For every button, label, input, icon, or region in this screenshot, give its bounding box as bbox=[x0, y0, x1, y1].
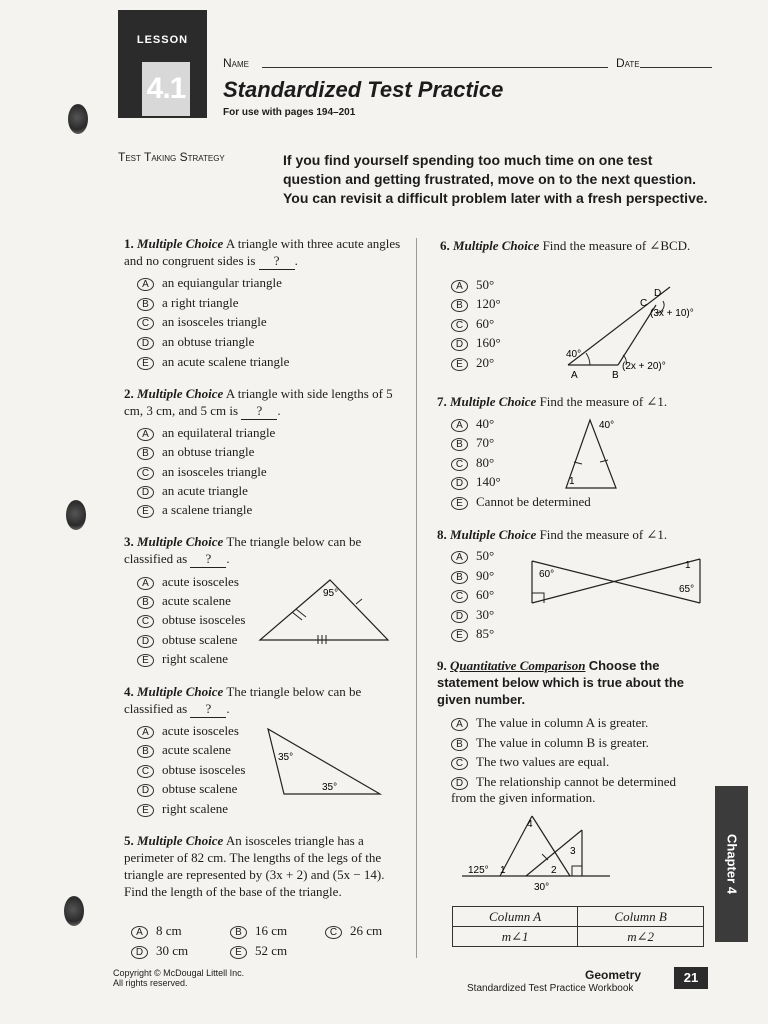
angle-label: 40° bbox=[599, 420, 615, 431]
option-text: 80° bbox=[476, 455, 495, 470]
option-c[interactable] bbox=[451, 754, 609, 770]
option-b[interactable] bbox=[137, 742, 231, 758]
question-number: 3. bbox=[124, 534, 134, 549]
bubble[interactable]: E bbox=[137, 654, 154, 667]
column-b-header: Column B bbox=[578, 907, 704, 927]
triangle-figure-q4 bbox=[266, 726, 384, 798]
lesson-badge bbox=[118, 10, 207, 118]
option-c[interactable] bbox=[451, 587, 494, 603]
question-number: 5. bbox=[124, 833, 134, 848]
question-number: 9. bbox=[437, 658, 447, 673]
option-text: right scalene bbox=[162, 801, 229, 816]
option-text: 140° bbox=[476, 474, 501, 489]
option-text: 60° bbox=[476, 316, 495, 331]
option-e[interactable] bbox=[137, 354, 289, 370]
option-text: 30° bbox=[476, 607, 495, 622]
question-3: 3. Multiple Choice The triangle below can be classified as ? . bbox=[124, 534, 362, 566]
bubble[interactable]: C bbox=[451, 458, 468, 471]
option-c[interactable] bbox=[137, 762, 245, 778]
question-stem: Find the measure of ∠BCD. bbox=[542, 238, 691, 253]
option-c[interactable] bbox=[137, 464, 267, 480]
option-b[interactable] bbox=[137, 444, 254, 460]
copyright bbox=[113, 968, 244, 988]
option-a[interactable] bbox=[451, 548, 494, 564]
bubble[interactable]: D bbox=[451, 610, 468, 623]
bubble[interactable]: B bbox=[137, 447, 154, 460]
question-type: Multiple Choice bbox=[137, 833, 224, 848]
bubble[interactable]: C bbox=[451, 319, 468, 332]
option-c[interactable] bbox=[325, 923, 382, 939]
date-line[interactable] bbox=[640, 67, 712, 68]
question-stem: A triangle with three acute angles and no congruent sides is bbox=[124, 236, 401, 268]
angle-label: 35° bbox=[322, 782, 338, 793]
figure-q9 bbox=[462, 810, 612, 894]
bubble[interactable]: C bbox=[325, 926, 342, 939]
question-type: Multiple Choice bbox=[450, 394, 537, 409]
bubble[interactable]: A bbox=[137, 278, 154, 291]
option-text: 60° bbox=[476, 587, 495, 602]
point-label: D bbox=[654, 288, 662, 299]
option-a[interactable] bbox=[137, 574, 239, 590]
option-text: 160° bbox=[476, 335, 501, 350]
bubble[interactable]: B bbox=[137, 745, 154, 758]
option-b[interactable] bbox=[451, 568, 494, 584]
bubble[interactable]: C bbox=[137, 317, 154, 330]
question-stem: An isosceles triangle has a perimeter of 82 cm. The lengths of the legs of the triangle are represented by (3x + 2) and (5x − 14). Find the length of the base of the triangle. bbox=[124, 833, 385, 899]
bubble[interactable]: C bbox=[137, 765, 154, 778]
bubble[interactable]: E bbox=[137, 357, 154, 370]
question-4: 4. Multiple Choice The triangle below can be classified as ? . bbox=[124, 684, 362, 716]
bubble[interactable]: A bbox=[451, 419, 468, 432]
triangle-figure-q7 bbox=[562, 416, 622, 492]
bubble[interactable]: A bbox=[451, 551, 468, 564]
bubble[interactable]: A bbox=[137, 428, 154, 441]
option-e[interactable] bbox=[137, 651, 228, 667]
figure-q8 bbox=[530, 555, 704, 607]
option-text: 40° bbox=[476, 416, 495, 431]
option-b[interactable] bbox=[451, 435, 494, 451]
option-a[interactable] bbox=[137, 723, 239, 739]
option-text: 90° bbox=[476, 568, 495, 583]
option-text: 52 cm bbox=[255, 943, 288, 958]
option-text: acute scalene bbox=[162, 742, 231, 757]
option-text: acute scalene bbox=[162, 593, 231, 608]
angle-label: 4 bbox=[527, 819, 533, 830]
question-type: Multiple Choice bbox=[137, 386, 224, 401]
strategy-label: Test Taking Strategy bbox=[118, 150, 225, 164]
angle-label: 30° bbox=[534, 882, 550, 893]
option-d[interactable] bbox=[137, 632, 237, 648]
question-stem: The triangle below can be classified as bbox=[124, 684, 362, 716]
point-label: B bbox=[612, 370, 619, 381]
option-d[interactable] bbox=[451, 335, 501, 351]
option-text: 85° bbox=[476, 626, 495, 641]
question-6 bbox=[440, 237, 710, 254]
answer-blank: ? bbox=[190, 700, 226, 718]
question-type: Quantitative Comparison bbox=[450, 658, 586, 673]
option-b[interactable] bbox=[137, 593, 231, 609]
question-7 bbox=[437, 393, 717, 410]
bubble[interactable]: A bbox=[451, 280, 468, 293]
option-text: 120° bbox=[476, 296, 501, 311]
point-label: C bbox=[640, 298, 648, 309]
chapter-tab-label: Chapter 4 bbox=[724, 834, 739, 894]
option-text: 16 cm bbox=[255, 923, 288, 938]
option-text: right scalene bbox=[162, 651, 229, 666]
bubble[interactable]: B bbox=[451, 738, 468, 751]
question-number: 1. bbox=[124, 236, 134, 251]
bubble[interactable]: B bbox=[451, 571, 468, 584]
angle-label: 3 bbox=[570, 846, 576, 857]
question-stem: Find the measure of ∠1. bbox=[539, 394, 668, 409]
expression-label: (3x + 10)° bbox=[650, 308, 694, 319]
bubble[interactable]: D bbox=[451, 477, 468, 490]
option-d[interactable] bbox=[137, 334, 254, 350]
bubble[interactable]: B bbox=[137, 596, 154, 609]
option-text: an acute scalene triangle bbox=[162, 354, 290, 369]
option-text: acute isosceles bbox=[162, 723, 239, 738]
option-e[interactable] bbox=[451, 626, 494, 642]
column-a-header: Column A bbox=[453, 907, 578, 927]
option-e[interactable] bbox=[451, 355, 494, 371]
bubble[interactable]: C bbox=[137, 615, 154, 628]
bubble[interactable]: E bbox=[451, 358, 468, 371]
angle-label: 125° bbox=[468, 865, 489, 876]
option-c[interactable] bbox=[451, 455, 494, 471]
question-1: 1. Multiple Choice A triangle with three acute angles and no congruent sides is ? . bbox=[124, 236, 401, 268]
bubble[interactable]: D bbox=[451, 338, 468, 351]
option-text: 50° bbox=[476, 277, 495, 292]
bubble[interactable]: A bbox=[451, 718, 468, 731]
option-e[interactable] bbox=[137, 801, 228, 817]
bubble[interactable]: E bbox=[137, 804, 154, 817]
question-number: 8. bbox=[437, 527, 447, 542]
option-b[interactable] bbox=[137, 295, 239, 311]
option-d[interactable] bbox=[451, 774, 691, 805]
option-text: a scalene triangle bbox=[162, 502, 253, 517]
option-e[interactable] bbox=[137, 502, 252, 518]
option-a[interactable] bbox=[137, 425, 275, 441]
angle-label: 1 bbox=[500, 865, 506, 876]
question-stem: Choose the statement below which is true about the given number. bbox=[437, 658, 685, 707]
option-text: a right triangle bbox=[162, 295, 239, 310]
option-text: an isosceles triangle bbox=[162, 464, 267, 479]
column-divider bbox=[416, 238, 417, 958]
bubble[interactable]: E bbox=[137, 505, 154, 518]
option-text: Cannot be determined bbox=[476, 494, 591, 509]
rights-line: All rights reserved. bbox=[113, 978, 188, 988]
book-title: Geometry bbox=[585, 968, 642, 982]
question-type: Multiple Choice bbox=[137, 684, 224, 699]
binder-hole bbox=[68, 104, 88, 134]
option-text: acute isosceles bbox=[162, 574, 239, 589]
option-text: obtuse isosceles bbox=[162, 612, 246, 627]
option-a[interactable] bbox=[451, 277, 494, 293]
lesson-number: 4.1 bbox=[146, 72, 186, 105]
bubble[interactable]: B bbox=[137, 298, 154, 311]
option-c[interactable] bbox=[451, 316, 494, 332]
workbook-title: Standardized Test Practice Workbook bbox=[467, 983, 634, 994]
option-text: 26 cm bbox=[350, 923, 383, 938]
option-c[interactable] bbox=[137, 314, 267, 330]
question-8 bbox=[437, 526, 717, 543]
bubble[interactable]: C bbox=[451, 590, 468, 603]
name-label: Name bbox=[223, 56, 250, 70]
question-number: 4. bbox=[124, 684, 134, 699]
bubble[interactable]: D bbox=[137, 337, 154, 350]
option-text: obtuse isosceles bbox=[162, 762, 246, 777]
question-number: 2. bbox=[124, 386, 134, 401]
binder-hole bbox=[66, 500, 86, 530]
answer-blank: ? bbox=[190, 550, 226, 568]
question-type: Multiple Choice bbox=[137, 236, 224, 251]
angle-label: 95° bbox=[323, 588, 339, 599]
option-text: The value in column B is greater. bbox=[476, 735, 649, 750]
option-text: an equiangular triangle bbox=[162, 275, 282, 290]
bubble[interactable]: A bbox=[137, 577, 154, 590]
option-text: The two values are equal. bbox=[476, 754, 610, 769]
page-number: 21 bbox=[674, 967, 708, 989]
question-stem: The triangle below can be classified as bbox=[124, 534, 362, 566]
option-text: an obtuse triangle bbox=[162, 444, 255, 459]
lesson-label: LESSON bbox=[136, 34, 189, 46]
question-number: 6. bbox=[440, 238, 450, 253]
option-text: 70° bbox=[476, 435, 495, 450]
option-text: obtuse scalene bbox=[162, 781, 238, 796]
angle-label: 60° bbox=[539, 569, 555, 580]
bubble[interactable]: A bbox=[131, 926, 148, 939]
bubble[interactable]: A bbox=[137, 726, 154, 739]
option-a[interactable] bbox=[131, 923, 182, 939]
figure-q6 bbox=[560, 283, 710, 381]
angle-label: 1 bbox=[569, 476, 575, 487]
option-text: an obtuse triangle bbox=[162, 334, 255, 349]
question-type: Multiple Choice bbox=[450, 527, 537, 542]
option-text: an acute triangle bbox=[162, 483, 248, 498]
option-b[interactable] bbox=[451, 296, 501, 312]
binder-hole bbox=[64, 896, 84, 926]
option-text: 20° bbox=[476, 355, 495, 370]
angle-label: 40° bbox=[566, 349, 582, 360]
copyright-line: Copyright © McDougal Littell Inc. bbox=[113, 968, 245, 978]
option-text: The relationship cannot be determined from the given information. bbox=[451, 774, 676, 805]
question-5 bbox=[124, 832, 394, 900]
question-type: Multiple Choice bbox=[137, 534, 224, 549]
option-c[interactable] bbox=[137, 612, 245, 628]
option-d[interactable] bbox=[137, 781, 237, 797]
option-d[interactable] bbox=[451, 474, 501, 490]
column-b-value: m∠2 bbox=[578, 927, 704, 947]
strategy-text: If you find yourself spending too much time on one test question and getting frustrated, move on to the next question. You can revisit a difficult problem later with a fresh perspective. bbox=[283, 152, 708, 206]
angle-label: 65° bbox=[679, 584, 695, 595]
column-a-value: m∠1 bbox=[453, 927, 578, 947]
point-label: A bbox=[571, 370, 578, 381]
bubble[interactable]: B bbox=[451, 299, 468, 312]
option-a[interactable] bbox=[451, 715, 648, 731]
bubble[interactable]: E bbox=[451, 497, 468, 510]
bubble[interactable]: D bbox=[137, 784, 154, 797]
question-stem: Find the measure of ∠1. bbox=[539, 527, 668, 542]
page-title: Standardized Test Practice bbox=[223, 77, 504, 102]
date-label: Date bbox=[616, 56, 640, 70]
bubble[interactable]: D bbox=[137, 635, 154, 648]
option-text: 8 cm bbox=[156, 923, 182, 938]
option-text: 50° bbox=[476, 548, 495, 563]
answer-blank: ? bbox=[259, 252, 295, 270]
question-2: 2. Multiple Choice A triangle with side lengths of 5 cm, 3 cm, and 5 cm is ? . bbox=[124, 386, 393, 418]
angle-label: 1 bbox=[685, 560, 691, 571]
option-e[interactable] bbox=[230, 943, 287, 959]
option-e[interactable] bbox=[451, 494, 591, 510]
option-d[interactable] bbox=[137, 483, 248, 499]
option-b[interactable] bbox=[451, 735, 649, 751]
bubble[interactable]: C bbox=[451, 757, 468, 770]
bubble[interactable]: D bbox=[137, 486, 154, 499]
bubble[interactable]: E bbox=[230, 946, 247, 959]
bubble[interactable]: D bbox=[131, 946, 148, 959]
option-text: The value in column A is greater. bbox=[476, 715, 649, 730]
name-line[interactable] bbox=[262, 67, 608, 68]
option-a[interactable] bbox=[451, 416, 494, 432]
angle-label: 2 bbox=[551, 865, 557, 876]
bubble[interactable]: B bbox=[230, 926, 247, 939]
question-number: 7. bbox=[437, 394, 447, 409]
question-stem: A triangle with side lengths of 5 cm, 3 cm, and 5 cm is bbox=[124, 386, 393, 418]
bubble[interactable]: C bbox=[137, 467, 154, 480]
expression-label: (2x + 20)° bbox=[622, 361, 666, 372]
option-b[interactable] bbox=[230, 923, 287, 939]
chapter-tab bbox=[715, 786, 748, 942]
bubble[interactable]: E bbox=[451, 629, 468, 642]
question-9 bbox=[437, 657, 707, 708]
triangle-figure-q3 bbox=[258, 578, 392, 644]
option-text: an isosceles triangle bbox=[162, 314, 267, 329]
option-text: an equilateral triangle bbox=[162, 425, 276, 440]
bubble[interactable]: D bbox=[451, 777, 468, 790]
page-subtitle: For use with pages 194–201 bbox=[223, 107, 356, 118]
bubble[interactable]: B bbox=[451, 438, 468, 451]
comparison-table bbox=[452, 906, 704, 947]
option-text: 30 cm bbox=[156, 943, 189, 958]
option-a[interactable] bbox=[137, 275, 282, 291]
answer-blank: ? bbox=[241, 402, 277, 420]
question-type: Multiple Choice bbox=[453, 238, 540, 253]
option-d[interactable] bbox=[451, 607, 494, 623]
angle-label: 35° bbox=[278, 752, 294, 763]
option-text: obtuse scalene bbox=[162, 632, 238, 647]
option-d[interactable] bbox=[131, 943, 188, 959]
